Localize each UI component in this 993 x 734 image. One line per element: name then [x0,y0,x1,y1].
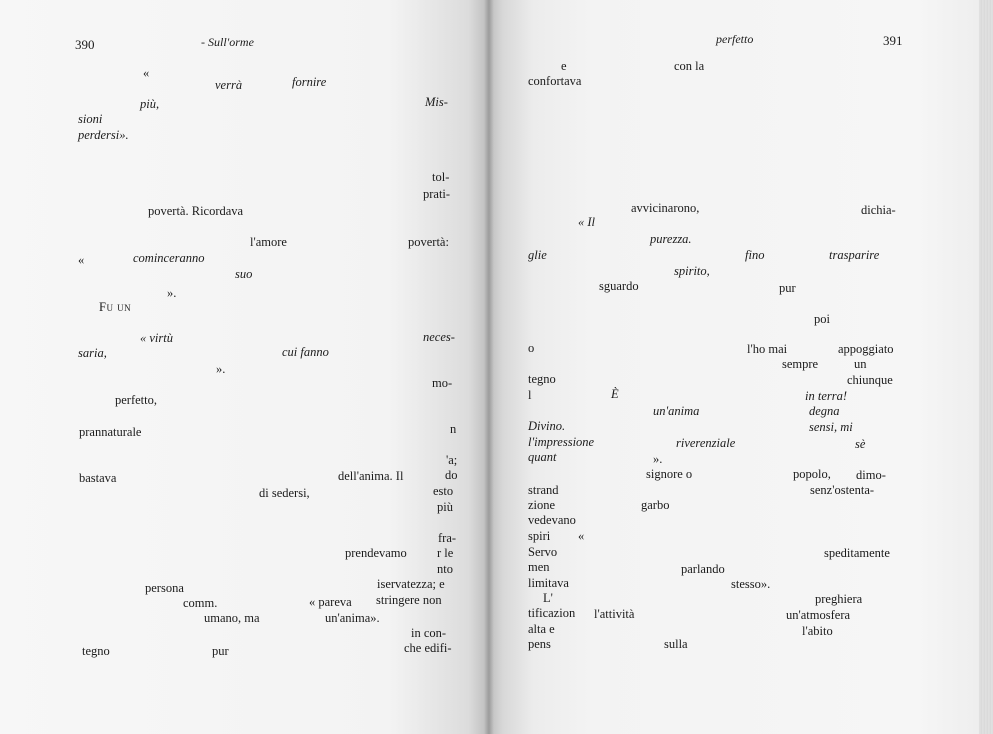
text-fragment: degna [809,404,840,418]
page-number: 391 [883,33,903,48]
text-fragment: tegno [82,644,110,658]
text-fragment: 'a; [446,453,458,467]
text-fragment: trasparire [829,248,880,262]
text-fragment: confortava [528,74,582,88]
text-fragment: dell'anima. Il [338,469,404,483]
text-fragment: l'amore [250,235,287,249]
text-fragment: esto [433,484,454,498]
text-fragment: l'attività [594,607,635,621]
text-fragment: r le [437,546,454,560]
text-fragment: L' [543,591,553,605]
text-fragment: ». [216,362,226,376]
text-fragment: Servo [528,545,558,559]
text-fragment: prannaturale [79,425,142,439]
text-fragment: o [528,341,535,355]
page-number: 390 [75,37,95,52]
text-fragment: con la [674,59,705,73]
text-fragment: dichia- [861,203,896,217]
text-fragment: spiri [528,529,551,543]
text-fragment: sensi, mi [809,420,853,434]
text-fragment: stringere non [376,593,442,607]
running-head: perfetto [716,32,754,46]
text-fragment: sempre [782,357,819,371]
text-fragment: « Il [578,215,596,229]
text-fragment: « pareva [309,595,352,609]
text-fragment: È [611,387,619,401]
text-fragment: tol- [432,170,450,184]
text-fragment: l [528,388,532,402]
right-page [488,0,993,734]
text-fragment: sulla [664,637,688,651]
text-fragment: pur [212,644,229,658]
text-fragment: « [143,66,150,80]
text-fragment: alta e [528,622,555,636]
text-fragment: limitava [528,576,569,590]
text-fragment: Fu un [99,300,132,314]
book-spine [484,0,494,734]
text-fragment: pens [528,637,551,651]
text-fragment: pur [779,281,796,295]
text-fragment: suo [235,267,253,281]
text-fragment: tificazion [528,606,576,620]
text-fragment: sguardo [599,279,639,293]
text-fragment: purezza. [650,232,692,246]
text-fragment: di sedersi, [259,486,310,500]
text-fragment: glie [528,248,547,262]
text-fragment: umano, ma [204,611,260,625]
text-fragment: perfetto, [115,393,157,407]
text-fragment: che edifi- [404,641,452,655]
text-fragment: più [437,500,453,514]
text-fragment: Divino. [528,419,566,433]
text-fragment: senz'ostenta- [810,483,875,497]
text-fragment: nto [437,562,453,576]
text-fragment: garbo [641,498,670,512]
text-fragment: riverenziale [676,436,736,450]
text-fragment: prendevamo [345,546,407,560]
text-fragment: « virtù [140,331,173,345]
text-fragment: perdersi». [78,128,129,142]
text-fragment: neces- [423,330,455,344]
text-fragment: chiunque [847,373,893,387]
text-fragment: verrà [215,78,243,92]
text-fragment: quant [528,450,557,464]
left-page [0,0,488,734]
text-fragment: avvicinarono, [631,201,700,215]
text-fragment: dimo- [856,468,886,482]
text-fragment: povertà. Ricordava [148,204,244,218]
text-fragment: « [78,253,85,267]
text-fragment: e [561,59,567,73]
text-fragment: ». [167,286,177,300]
text-fragment: in terra! [805,389,848,403]
text-fragment: tegno [528,372,556,386]
running-head: - Sull'orme [201,35,254,49]
text-fragment: un'anima». [325,611,380,625]
text-fragment: sè [855,437,866,451]
text-fragment: spirito, [674,264,710,278]
text-fragment: l'abito [802,624,833,638]
page-edge [979,0,993,734]
text-fragment: l'ho mai [747,342,788,356]
text-fragment: fra- [438,531,457,545]
text-fragment: n [450,422,457,436]
text-fragment: mo- [432,376,453,390]
text-fragment: cui fanno [282,345,329,359]
text-fragment: vedevano [528,513,576,527]
text-fragment: strand [528,483,559,497]
text-fragment: l'impressione [528,435,595,449]
text-fragment: men [528,560,550,574]
text-fragment: speditamente [824,546,890,560]
text-fragment: stesso». [731,577,771,591]
text-fragment: poi [814,312,830,326]
text-fragment: un'anima [653,404,700,418]
text-fragment: persona [145,581,184,595]
text-fragment: prati- [423,187,451,201]
text-fragment: un'atmosfera [786,608,851,622]
text-fragment: bastava [79,471,117,485]
text-fragment: parlando [681,562,725,576]
text-fragment: in con- [411,626,447,640]
text-fragment: povertà: [408,235,449,249]
text-fragment: sioni [78,112,103,126]
text-fragment: più, [140,97,160,111]
text-fragment: appoggiato [838,342,894,356]
text-fragment: signore o [646,467,693,481]
text-fragment: comm. [183,596,218,610]
text-fragment: saria, [78,346,107,360]
text-fragment: fino [745,248,765,262]
text-fragment: iservatezza; e [377,577,445,591]
text-fragment: « [578,529,585,543]
text-fragment: cominceranno [133,251,205,265]
text-fragment: do [445,468,458,482]
text-fragment: zione [528,498,556,512]
text-fragment: preghiera [815,592,863,606]
text-fragment: popolo, [793,467,831,481]
text-fragment: un [854,357,867,371]
text-fragment: fornire [292,75,327,89]
text-fragment: ». [653,452,663,466]
text-fragment: Mis- [425,95,448,109]
